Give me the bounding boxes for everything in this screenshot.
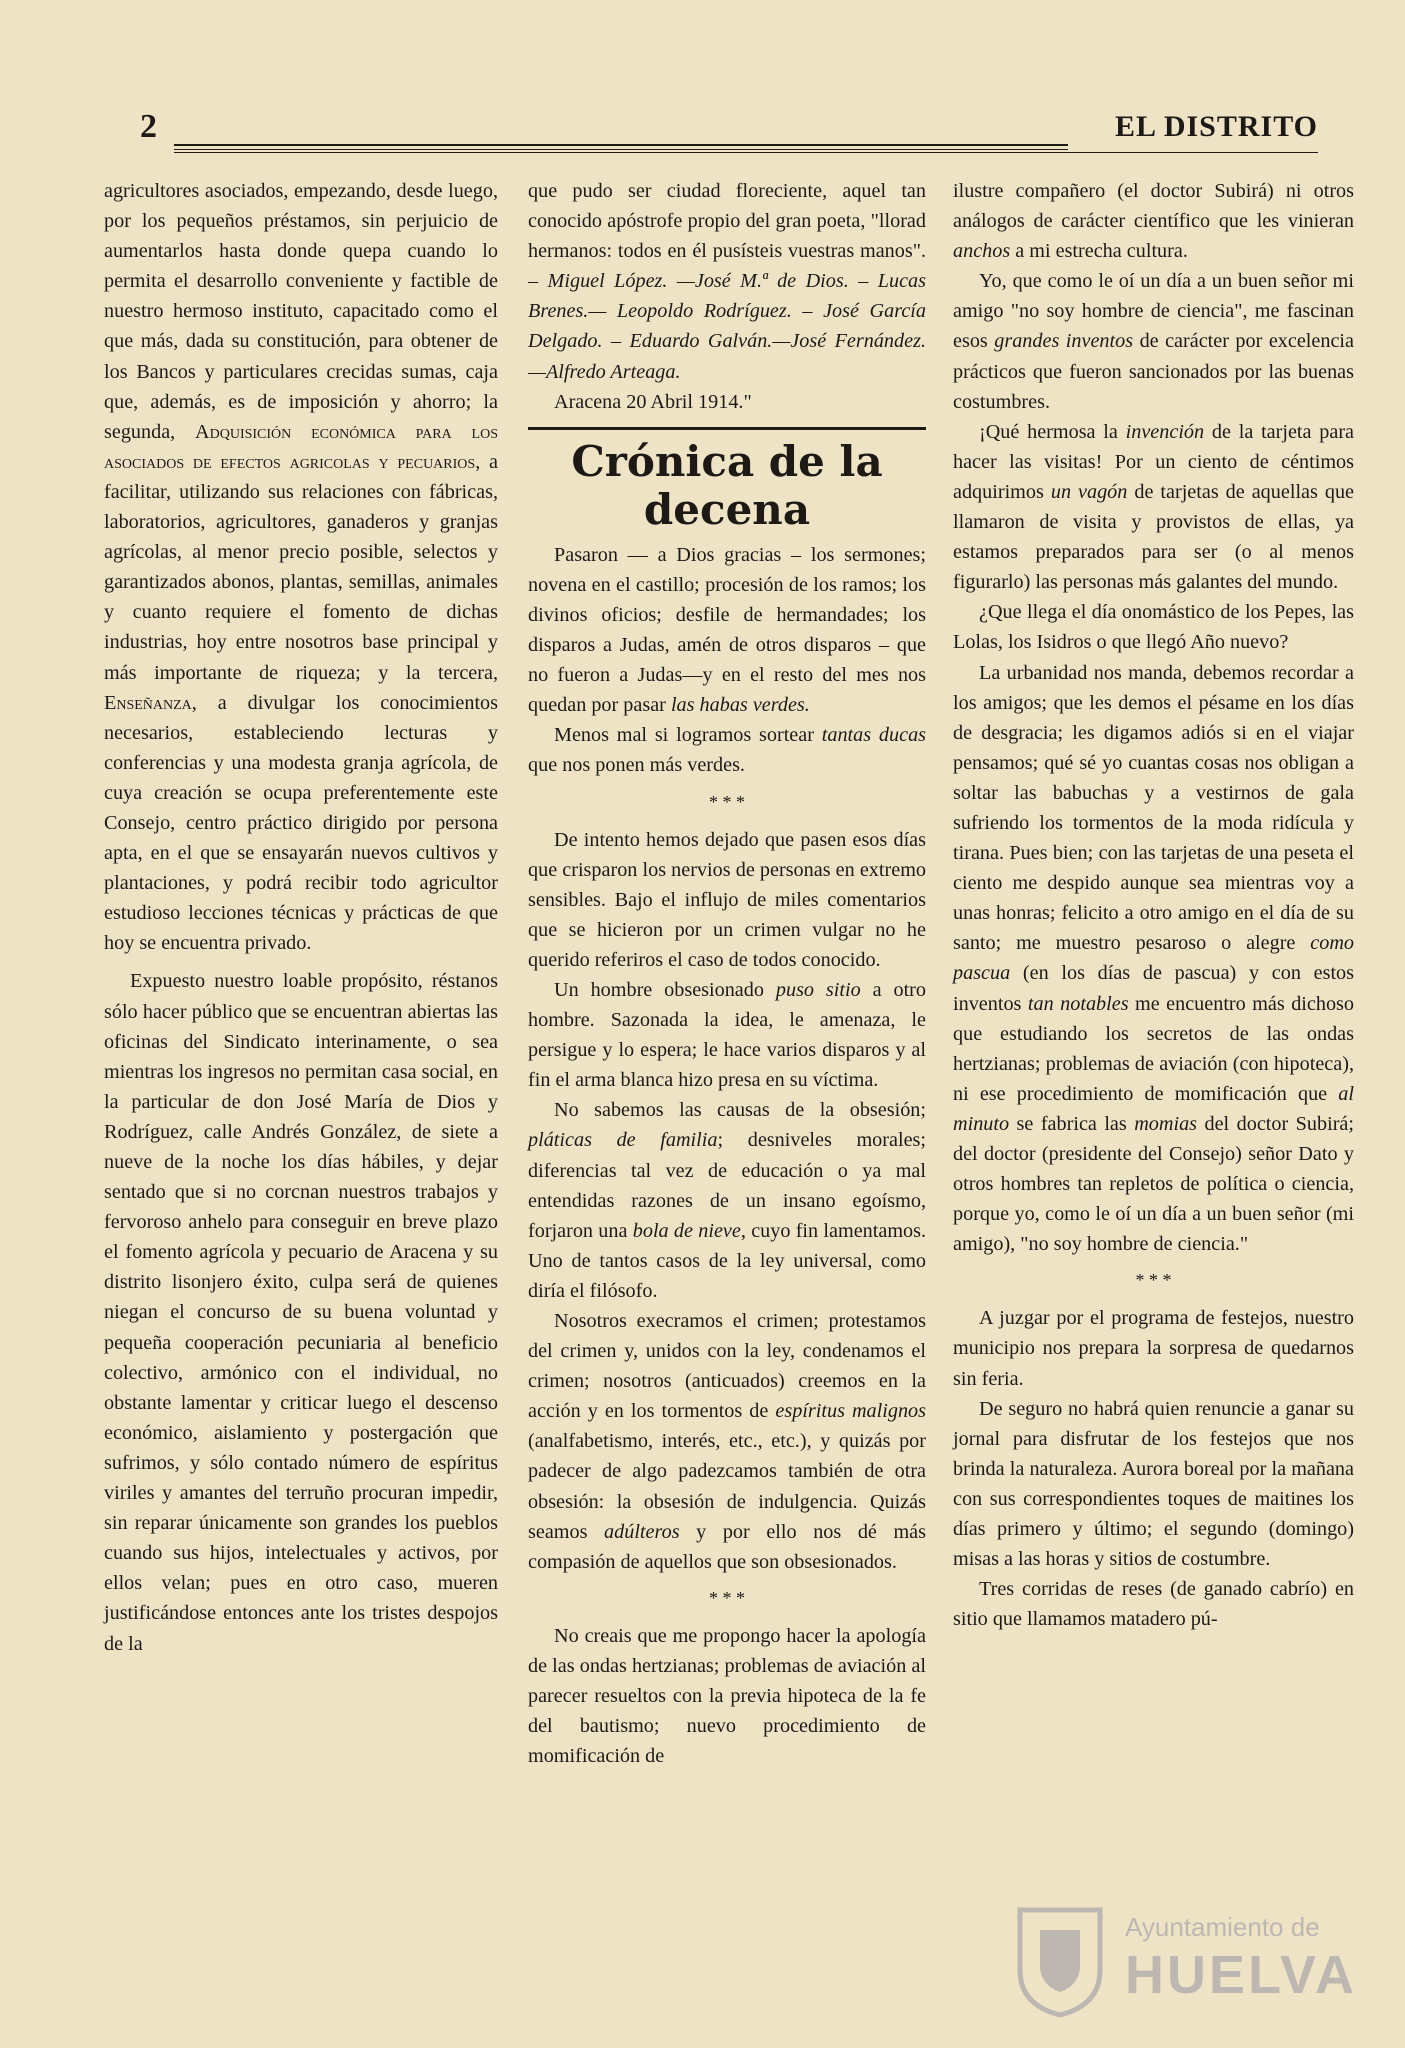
text-italic: grandes inventos [994,330,1134,353]
text: La urbanidad nos manda, debemos recordar a los amigos; que les demos el pésame en los días de desgracia; les digamos adiós si en el viajar pensamos; qué sé yo cuantas cosas nos obligan a soltar las babuchas y a vestirnos de gala sufriendo los tormentos de la moda ridícula y tirana. Pues bien; con las tarjetas de una peseta el ciento me despido aunque sea mientras voy a unas honras; felicito a otro amigo en el día de su santo; me muestro pesaroso o alegre [953,661,1354,955]
asterism: * * * [709,1587,745,1608]
text: No sabemos las causas de la obsesión; [554,1099,926,1122]
watermark-line2: HUELVA [1125,1945,1357,2005]
paragraph [528,176,926,387]
paragraph [528,1095,926,1306]
text: de carácter por excelencia prácticos que fueron sancionados por las buenas costumbres. [953,330,1354,413]
text-smallcaps: Adquisición económica para los asociados de efectos agricolas y pecuarios, [104,420,499,473]
paragraph: De intento hemos dejado que pasen esos días que crisparon los nervios de personas en extremo sensibles. Bajo el influjo de miles comentarios que se hicieron por un crimen vulgar no he querido referiros el caso de todos conocido. [528,828,926,971]
text: que nos ponen más verdes. [528,754,745,777]
text-italic: anchos [953,240,1011,263]
column-3 [953,176,1354,1634]
text-smallcaps: Enseñanza, [104,691,197,714]
paragraph [528,540,926,721]
paragraph: Tres corridas de reses (de ganado cabrío) en sitio que llamamos matadero pú- [953,1578,1354,1631]
text: (en los días de pascua) y con estos inventos [953,962,1354,1015]
text-italic: adúlteros [604,1520,680,1543]
text: Nosotros execramos el crimen; protestamos del crimen y, unidos con la ley, condenamos el crimen; nosotros (anticuados) creemos en la acción y en los tormentos de [528,1310,926,1423]
text-italic: tan notables [1027,992,1129,1015]
text: ; desniveles morales; diferencias tal vez de educación o ya mal entendidas razones de un insano egoísmo, forjaron una [528,1129,926,1242]
asterism: * * * [709,791,745,812]
paragraph: A juzgar por el programa de festejos, nuestro municipio nos prepara la sorpresa de quedarnos sin feria. [953,1307,1354,1390]
paragraph [953,417,1354,598]
text-italic: pláticas de familia [528,1129,718,1152]
text: Un hombre obsesionado [554,978,764,1001]
text: me encuentro más dichoso que estudiando los secretos de las ondas hertzianas; problemas de aviación (con hipoteca), ni ese procedimiento de momificación que [953,992,1354,1105]
text: a divulgar los conocimientos necesarios, estableciendo lecturas y conferencias y una modesta granja agrícola, de cuya creación se ocupa preferentemente este Consejo, centro práctico dirigido por persona apta, en el que se ensayarán nuevos cultivos y plantaciones, y podrá recibir todo agricultor estudioso lecciones técnicas y prácticas de que hoy se encuentra privado. [104,691,499,955]
text: ¡Qué hermosa la [979,420,1118,443]
column-1 [104,176,498,1659]
text-italic: un vagón [1050,480,1128,503]
page-header [140,108,1318,148]
signatories: Miguel López. —José M.ª de Dios. – Lucas Brenes.— Leopoldo Rodríguez. – José García Delgado. – Eduardo Galván.—José Fernández.—Alfredo Arteaga. [528,270,926,383]
paragraph: De seguro no habrá quien renuncie a ganar su jornal para disfrutar de los festejos que nos brinda la naturaleza. Aurora boreal por la mañana con sus correspondientes toques de maitines los días primero y último; el segundo (domingo) misas a las horas y sitios de costumbre. [953,1397,1354,1571]
text: (analfabetismo, interés, etc., etc.), y quizás por padecer de algo padezcamos también de otra obsesión: la obsesión de indulgencia. Quizás seamos [528,1430,926,1543]
paragraph [953,658,1354,1260]
date-line: Aracena 20 Abril 1914." [554,390,752,413]
text: agricultores asociados, empezando, desde luego, por los pequeños préstamos, sin perjuicio de aumentarlos hasta donde quepa cuando lo permita el desarrollo conveniente y factible de nuestro hermoso instituto, capacitado como el que más, dada su constitución, para obtener de los Bancos y particulares crecidas sumas, caja que, además, es de imposición y ahorro; la segunda, [104,180,498,443]
text-italic: tantas ducas [821,724,927,747]
text: de tarjetas de aquellas que llamaron de visita y provistos de ellas, ya estamos preparados para ser (o al menos figurarlo) las personas más galantes del mundo. [953,480,1355,594]
text: Yo, que como le oí un día a un buen señor mi amigo "no soy hombre de ciencia", me fascinan esos [953,270,1354,353]
text: del doctor Subirá; del doctor (presidente del Consejo) señor Dato y otros hombres tan repletos de política o ciencia, porque yo, como le oí un día a un buen señor (mi amigo), "no soy hombre de ciencia." [953,1112,1354,1256]
text: Pasaron — a Dios gracias – los sermones; novena en el castillo; procesión de los ramos; los divinos oficios; desfile de hermandades; los disparos a Judas, amén de otros disparos – que no fueron a Judas—y en el resto del mes nos quedan por pasar [528,543,926,717]
text: a mi estrecha cultura. [1015,240,1188,263]
paragraph [528,975,926,1095]
text: a otro hombre. Sazonada la idea, le amenaza, le persigue y lo espera; le hace varios disparos y al fin el arma blanca hizo presa en su víctima. [528,978,926,1092]
paragraph: No creais que me propongo hacer la apología de las ondas hertzianas; problemas de aviación al parecer resueltos con la previa hipoteca de la fe del bautismo; nuevo procedimiento de momificación de [528,1624,926,1768]
column-2 [528,176,926,1771]
text: Menos mal si logramos sortear [554,724,814,747]
text: que pudo ser ciudad floreciente, aquel tan conocido apóstrofe propio del gran poeta, "llorad hermanos: todos en él pusísteis vuestras manos". – [528,180,926,293]
paragraph [528,720,926,780]
text-italic: puso sitio [775,978,861,1001]
text: , cuyo fin lamentamos. Uno de tantos casos de la ley universal, como diría el filósofo. [528,1219,927,1302]
coat-of-arms-icon [1005,1900,1115,2020]
paragraph [528,1306,926,1577]
asterism: * * * [1135,1270,1172,1291]
text-italic: como pascua [953,932,1354,985]
text-italic: al minuto [953,1082,1354,1135]
text-italic: invención [1125,420,1205,443]
paragraph [953,266,1354,416]
text: ilustre compañero (el doctor Subirá) ni otros análogos de carácter científico que les vinieran [953,180,1354,233]
text: a facilitar, utilizando sus relaciones con fábricas, laboratorios, agricultores, ganaderos y granjas agrícolas, al menor precio posible, selectos y garantizados abonos, plantas, semillas, animales y cuanto requiere el fomento de dichas industrias, hoy entre nosotros base principal y más importante de riqueza; y la tercera, [104,450,499,684]
text: de la tarjeta para hacer las visitas! Por un ciento de céntimos adquirimos [953,420,1355,503]
text: y por ello nos dé más compasión de aquellos que son obsesionados. [528,1520,926,1573]
paragraph: ¿Que llega el día onomástico de los Pepes, las Lolas, los Isidros o que llegó Año nuevo? [953,601,1354,654]
newspaper-title: EL DISTRITO [1114,110,1318,143]
section-divider [528,427,926,430]
header-rule-thin [174,152,1318,153]
section-title: Crónica de la decena [571,436,883,534]
page-number: 2 [140,108,157,145]
watermark-line1: Ayuntamiento de [1125,1912,1320,1942]
archive-watermark [1005,1900,1365,2020]
header-rule [174,144,1068,150]
text: se fabrica las [1016,1112,1127,1135]
paragraph: Expuesto nuestro loable propósito, réstanos sólo hacer público que se encuentran abiertas las oficinas del Sindicato interinamente, o sea mientras los ingresos no permitan casa social, en la particular de don José María de Dios y Rodríguez, calle Andrés González, de siete a nueve de la noche los días hábiles, y dejar sentado que si no corcnan nuestros trabajos y fervoroso anhelo para conseguir en breve plazo el fomento agrícola y pecuario de Aracena y su distrito lisonjero éxito, culpa será de quienes niegan el concurso de su buena voluntad y pequeña cooperación pecuniaria al beneficio colectivo, armónico con el individual, no obstante lamentar y criticar luego el descenso económico, aislamiento y postergación que sufrimos, y sólo contado número de espíritus viriles y amantes del terruño procuran impedir, sin reparar únicamente son grandes los pueblos cuando sus hijos, intelectuales y activos, por ellos velan; pues en otro caso, mueren justificándose entonces ante los tristes despojos de la [104,970,498,1655]
paragraph [104,176,498,958]
paragraph [953,176,1354,266]
text-italic: espíritus malignos [775,1400,927,1423]
text-italic: las habas verdes. [670,694,810,717]
text-italic: momias [1134,1112,1198,1135]
text-italic: bola de nieve [632,1219,741,1242]
